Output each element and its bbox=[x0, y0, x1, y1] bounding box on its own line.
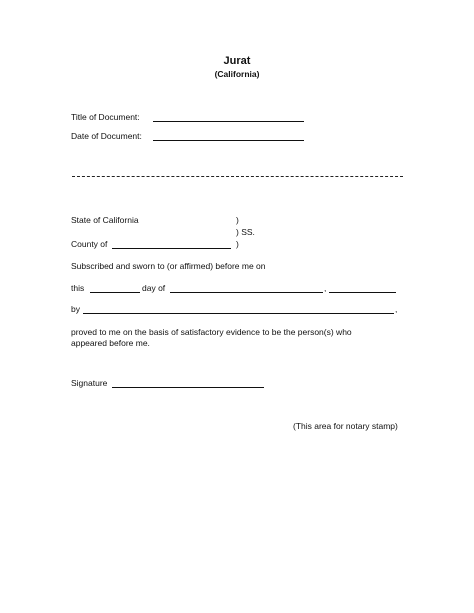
notary-stamp-area-note: (This area for notary stamp) bbox=[293, 421, 398, 431]
year-line[interactable] bbox=[329, 284, 396, 293]
venue-paren-1: ) bbox=[236, 215, 239, 225]
by-label: by bbox=[71, 304, 80, 314]
proved-text-line-2: appeared before me. bbox=[71, 338, 150, 348]
venue-paren-3: ) bbox=[236, 239, 239, 249]
day-of-label: day of bbox=[142, 283, 166, 293]
title-of-document-line[interactable] bbox=[153, 113, 304, 122]
day-line[interactable] bbox=[90, 284, 140, 293]
signature-label: Signature bbox=[71, 378, 108, 388]
ss-label: ) SS. bbox=[236, 227, 255, 237]
subscribed-text: Subscribed and sworn to (or affirmed) before me on bbox=[71, 261, 266, 271]
proved-text-line-1: proved to me on the basis of satisfactory evidence to be the person(s) who bbox=[71, 327, 352, 337]
form-title: Jurat bbox=[223, 55, 251, 67]
signer-name-line[interactable] bbox=[83, 305, 394, 314]
date-of-document-label: Date of Document: bbox=[71, 131, 142, 141]
state-label: State of California bbox=[71, 215, 139, 225]
form-subtitle: (California) bbox=[214, 69, 260, 79]
date-comma: , bbox=[324, 283, 327, 293]
month-line[interactable] bbox=[170, 284, 323, 293]
signature-line[interactable] bbox=[112, 379, 264, 388]
county-label: County of bbox=[71, 239, 108, 249]
by-comma: , bbox=[395, 304, 398, 314]
date-of-document-line[interactable] bbox=[153, 132, 304, 141]
county-line[interactable] bbox=[112, 240, 231, 249]
title-of-document-label: Title of Document: bbox=[71, 112, 140, 122]
this-label: this bbox=[71, 283, 85, 293]
section-divider bbox=[72, 176, 403, 177]
